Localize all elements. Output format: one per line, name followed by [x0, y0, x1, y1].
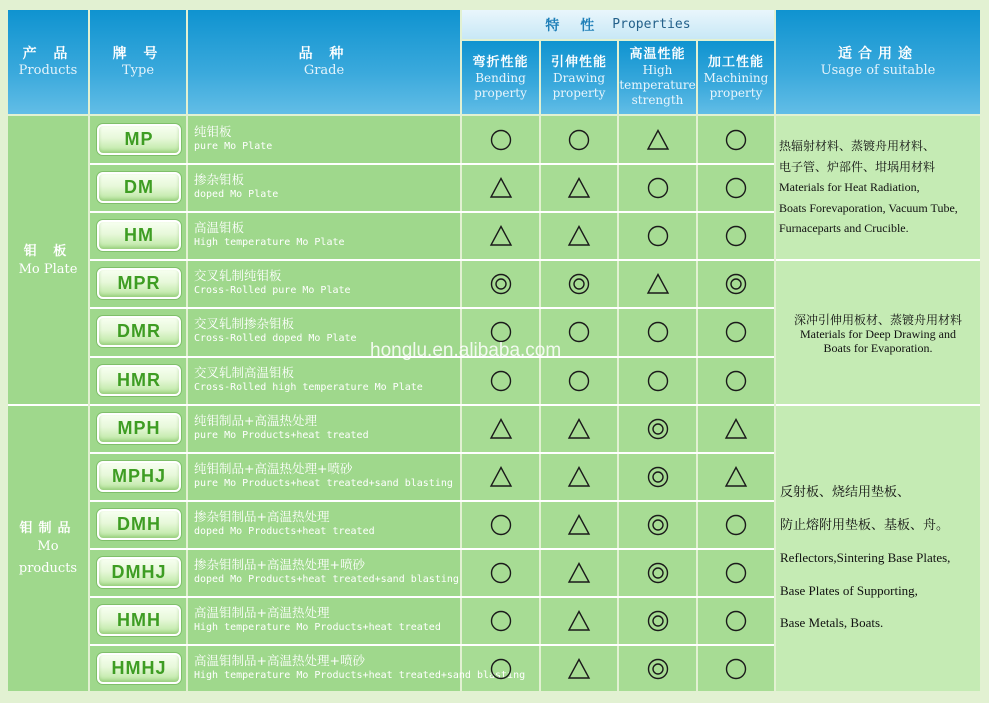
grade-cn: 高温钼制品+高温热处理 [194, 605, 330, 620]
circle-icon [724, 176, 748, 200]
header-properties-en: Properties [612, 17, 691, 32]
usage-line: 热辐射材料、蒸镀舟用材料、 [779, 139, 936, 153]
usage-line: Furnaceparts and Crucible. [779, 221, 909, 235]
grade-cn: 掺杂钼制品+高温热处理+喷砂 [194, 556, 365, 572]
triangle-icon [646, 128, 670, 152]
type-badge: DM [97, 172, 181, 203]
group-mo-plate-cn: 钼 板 [23, 244, 73, 259]
header-high-temp-en1: High [642, 63, 673, 77]
circle-icon [724, 320, 748, 344]
grade-cn: 交叉轧制纯钼板 [194, 268, 282, 284]
usage-block-1 [779, 136, 958, 239]
grade-cn: 交叉轧制高温钼板 [194, 364, 295, 380]
type-badge: MPH [97, 413, 181, 444]
triangle-icon [724, 465, 748, 489]
header-bending-en2: property [474, 85, 527, 100]
grade-en: doped Mo Products+heat treated [194, 525, 375, 537]
circle-icon [489, 369, 513, 393]
grade-cn: 纯钼板 [194, 124, 232, 139]
grade-en: Cross-Rolled high temperature Mo Plate [194, 381, 423, 393]
header-machining [698, 41, 774, 114]
header-drawing [541, 41, 617, 114]
header-products-en: Products [18, 62, 78, 78]
double-circle-icon [567, 272, 591, 296]
header-type [90, 10, 186, 114]
double-circle-icon [489, 272, 513, 296]
type-badge: DMHJ [97, 557, 181, 588]
usage-block-3 [780, 477, 950, 640]
usage-line: 反射板、烧结用垫板、 [780, 485, 911, 500]
group-mo-products-en1: Mo [37, 539, 59, 554]
circle-icon [489, 128, 513, 152]
header-machining-cn: 加工性能 [707, 54, 764, 70]
double-circle-icon [646, 657, 670, 681]
grade-cn: 高温钼板 [194, 220, 245, 236]
triangle-icon [567, 561, 591, 585]
header-grade-cn: 品 种 [298, 45, 350, 62]
grade-en: Cross-Rolled pure Mo Plate [194, 285, 351, 297]
header-bending-cn: 弯折性能 [472, 54, 529, 70]
row-divider [90, 548, 774, 550]
type-badge: HM [97, 220, 181, 251]
watermark: honglu.en.alibaba.com [370, 340, 562, 361]
double-circle-icon [646, 465, 670, 489]
grade-en: pure Mo Plate [194, 141, 273, 152]
header-type-cn: 牌 号 [112, 45, 164, 62]
circle-icon [646, 224, 670, 248]
group-mo-products-en2: products [18, 561, 78, 576]
circle-icon [724, 657, 748, 681]
double-circle-icon [646, 513, 670, 537]
header-products-cn: 产 品 [22, 45, 74, 62]
header-drawing-en1: Drawing [552, 70, 606, 85]
row-divider [90, 404, 774, 406]
usage-divider [776, 259, 980, 261]
triangle-icon [567, 176, 591, 200]
double-circle-icon [646, 417, 670, 441]
circle-icon [724, 513, 748, 537]
header-machining-en2: property [709, 85, 763, 100]
usage-divider [776, 404, 980, 406]
triangle-icon [567, 609, 591, 633]
grade-en: pure Mo Products+heat treated [194, 429, 369, 441]
row-divider [90, 644, 774, 646]
triangle-icon [567, 417, 591, 441]
triangle-icon [489, 224, 513, 248]
type-badge: MPHJ [97, 461, 181, 492]
header-bending-en1: Bending [475, 70, 526, 85]
header-properties [462, 10, 774, 39]
header-drawing-en2: property [552, 85, 606, 100]
triangle-icon [724, 417, 748, 441]
row-divider [90, 211, 774, 213]
type-badge: HMH [97, 605, 181, 636]
usage-line: Materials for Deep Drawing and [800, 327, 956, 341]
triangle-icon [567, 657, 591, 681]
group-mo-products-cn: 钼制品 [19, 521, 77, 536]
circle-icon [646, 369, 670, 393]
grade-en: High temperature Mo Plate [194, 237, 345, 249]
usage-line: Materials for Heat Radiation, [779, 180, 920, 194]
circle-icon [724, 369, 748, 393]
group-mo-plate-en: Mo Plate [18, 262, 78, 277]
circle-icon [567, 369, 591, 393]
row-divider [90, 500, 774, 502]
row-divider [90, 259, 774, 261]
triangle-icon [567, 513, 591, 537]
type-badge: HMHJ [97, 653, 181, 684]
grade-en: High temperature Mo Products+heat treated+sand blasting [194, 670, 526, 682]
circle-icon [489, 609, 513, 633]
triangle-icon [567, 224, 591, 248]
row-divider [90, 596, 774, 598]
circle-icon [489, 657, 513, 681]
type-badge: HMR [97, 365, 181, 396]
circle-icon [567, 128, 591, 152]
group-divider [8, 404, 88, 406]
grade-en: Cross-Rolled doped Mo Plate [194, 333, 357, 345]
header-bending [462, 41, 539, 114]
double-circle-icon [646, 609, 670, 633]
header-high-temp-cn: 高温性能 [629, 47, 686, 62]
usage-line: 深冲引伸用板材、蒸镀舟用材料 [793, 313, 962, 327]
circle-icon [724, 224, 748, 248]
usage-line: 防止熔附用垫板、基板、舟。 [780, 517, 950, 533]
triangle-icon [567, 465, 591, 489]
circle-icon [724, 128, 748, 152]
circle-icon [489, 513, 513, 537]
grade-en: pure Mo Products+heat treated+sand blasting [194, 477, 453, 489]
circle-icon [724, 561, 748, 585]
grade-cn: 掺杂钼制品+高温热处理 [194, 508, 330, 524]
header-machining-en1: Machining [703, 70, 769, 85]
header-products [8, 10, 88, 114]
row-divider [90, 452, 774, 454]
header-type-en: Type [121, 62, 155, 78]
header-high-temp-en3: strength [631, 93, 684, 107]
header-usage-cn: 适合用途 [838, 45, 918, 62]
header-properties-cn: 特 性 [545, 17, 603, 34]
type-badge: MPR [97, 268, 181, 299]
triangle-icon [646, 272, 670, 296]
header-high-temp-en2: temperature [619, 78, 696, 92]
type-badge: MP [97, 124, 181, 155]
circle-icon [646, 320, 670, 344]
usage-line: Base Plates of Supporting, [780, 582, 918, 598]
triangle-icon [489, 176, 513, 200]
triangle-icon [489, 465, 513, 489]
grade-en: doped Mo Products+heat treated+sand blasting [194, 573, 459, 585]
grade-cn: 掺杂钼板 [194, 172, 245, 188]
grade-cn: 交叉轧制掺杂钼板 [194, 316, 295, 332]
circle-icon [567, 320, 591, 344]
row-divider [90, 307, 774, 309]
usage-line: Boats for Evaporation. [823, 341, 933, 355]
type-badge: DMR [97, 316, 181, 347]
type-badge: DMH [97, 509, 181, 540]
usage-line: 电子管、炉部件、坩埚用材料 [779, 159, 936, 174]
usage-line: Reflectors,Sintering Base Plates, [780, 550, 951, 565]
header-usage-en: Usage of suitable [820, 62, 936, 78]
grade-cn: 纯钼制品+高温热处理 [194, 412, 317, 428]
header-drawing-cn: 引伸性能 [550, 54, 607, 70]
grade-cn: 纯钼制品+高温热处理+喷砂 [194, 460, 353, 476]
header-usage [776, 10, 980, 114]
grade-en: doped Mo Plate [194, 189, 279, 201]
header-grade [188, 10, 460, 114]
usage-line: Base Metals, Boats. [780, 615, 884, 630]
grade-en: High temperature Mo Products+heat treated [194, 622, 441, 633]
usage-block-2 [780, 313, 976, 355]
circle-icon [724, 609, 748, 633]
triangle-icon [489, 417, 513, 441]
row-divider [90, 163, 774, 165]
grade-cn: 高温钼制品+高温热处理+喷砂 [194, 653, 365, 669]
double-circle-icon [724, 272, 748, 296]
circle-icon [489, 561, 513, 585]
double-circle-icon [646, 561, 670, 585]
header-grade-en: Grade [303, 62, 345, 78]
header-high-temp [619, 41, 696, 114]
usage-line: Boats Forevaporation, Vacuum Tube, [779, 200, 958, 215]
circle-icon [646, 176, 670, 200]
